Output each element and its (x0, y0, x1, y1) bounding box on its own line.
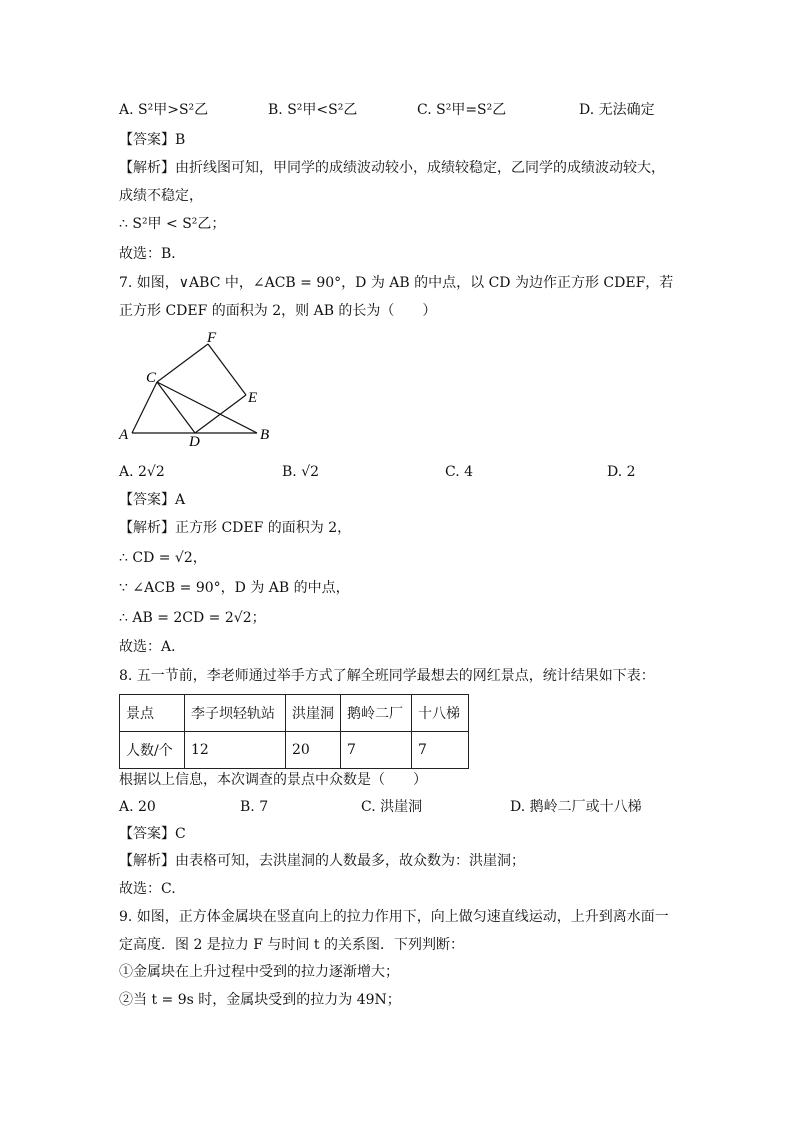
q6-option-b: B. S²甲<S²乙 (268, 102, 358, 118)
table-header-cell: 李子坝轻轨站 (185, 695, 286, 732)
q7-option-a: A. 2√2 (119, 464, 165, 480)
q6-conclusion: ∴ S²甲 < S²乙； (119, 216, 226, 232)
q7-option-c: C. 4 (445, 464, 474, 480)
q8-option-b: B. 7 (240, 799, 269, 815)
table-cell: 7 (412, 732, 469, 769)
q7-analysis-line-4: ∴ AB = 2CD = 2√2； (119, 610, 266, 626)
q6-option-c: C. S²甲=S²乙 (417, 102, 507, 118)
table-cell: 人数/个 (120, 732, 185, 769)
q7-stem-line-2: 正方形 CDEF 的面积为 2，则 AB 的长为（ ） (119, 303, 437, 319)
q9-item-2: ②当 t = 9s 时，金属块受到的拉力为 49N； (119, 992, 401, 1008)
q7-stem-line-1: 7. 如图，∨ABC 中，∠ACB = 90°，D 为 AB 的中点，以 CD 为边作正方形 CDEF，若 (119, 275, 674, 291)
segment-de (195, 395, 246, 433)
q8-choose: 故选：C. (119, 881, 176, 897)
label-e: E (248, 390, 258, 406)
q8-answer: 【答案】C (119, 826, 186, 842)
q7-analysis-line-3: ∵ ∠ACB = 90°，D 为 AB 的中点， (119, 580, 350, 596)
q7-option-b: B. √2 (282, 464, 320, 480)
table-header-cell: 十八梯 (412, 695, 469, 732)
segment-ef (208, 344, 246, 395)
q9-item-1: ①金属块在上升过程中受到的拉力逐渐增大； (119, 964, 399, 980)
table-row (120, 732, 469, 769)
label-c: C (146, 370, 157, 386)
q7-answer: 【答案】A (119, 492, 186, 508)
table-header-cell: 景点 (120, 695, 185, 732)
q7-figure (115, 326, 285, 450)
q8-option-c: C. 洪崖洞 (361, 799, 423, 815)
label-d: D (189, 434, 200, 450)
label-a: A (119, 427, 129, 443)
segment-ac (132, 382, 157, 433)
q9-stem-line-2: 定高度．图 2 是拉力 F 与时间 t 的关系图．下列判断： (119, 937, 464, 953)
segment-fc (157, 344, 208, 382)
q7-analysis-line-2: ∴ CD = √2， (119, 550, 207, 566)
q6-option-a: A. S²甲>S²乙 (119, 102, 209, 118)
q9-stem-line-1: 9. 如图，正方体金属块在竖直向上的拉力作用下，向上做匀速直线运动，上升到离水面一 (119, 909, 669, 925)
q8-option-a: A. 20 (119, 799, 156, 815)
table-header-cell: 鹅岭二厂 (341, 695, 412, 732)
q7-option-d: D. 2 (607, 464, 636, 480)
table-header-cell: 洪崖洞 (286, 695, 341, 732)
q6-choose: 故选：B． (119, 246, 186, 262)
table-cell: 7 (341, 732, 412, 769)
q8-analysis: 【解析】由表格可知，去洪崖洞的人数最多，故众数为：洪崖洞； (119, 853, 525, 869)
q8-question: 根据以上信息，本次调查的景点中众数是（ ） (119, 772, 427, 788)
q7-analysis-line-1: 【解析】正方形 CDEF 的面积为 2， (119, 520, 352, 536)
q6-analysis-line-1: 【解析】由折线图可知，甲同学的成绩波动较小，成绩较稳定，乙同学的成绩波动较大， (119, 160, 665, 176)
q7-choose: 故选：A． (119, 639, 186, 655)
q8-option-d: D. 鹅岭二厂或十八梯 (510, 799, 642, 815)
q6-analysis-line-2: 成绩不稳定， (119, 188, 203, 204)
segment-cd (157, 382, 195, 433)
q6-answer: 【答案】B (119, 132, 186, 148)
q6-option-d: D. 无法确定 (579, 102, 655, 118)
label-f: F (207, 330, 217, 346)
q8-stem: 8. 五一节前，李老师通过举手方式了解全班同学最想去的网红景点，统计结果如下表： (119, 668, 655, 684)
table-header-row (120, 695, 469, 732)
table-cell: 20 (286, 732, 341, 769)
table-cell: 12 (185, 732, 286, 769)
q8-table (119, 694, 469, 769)
label-b: B (260, 427, 270, 443)
